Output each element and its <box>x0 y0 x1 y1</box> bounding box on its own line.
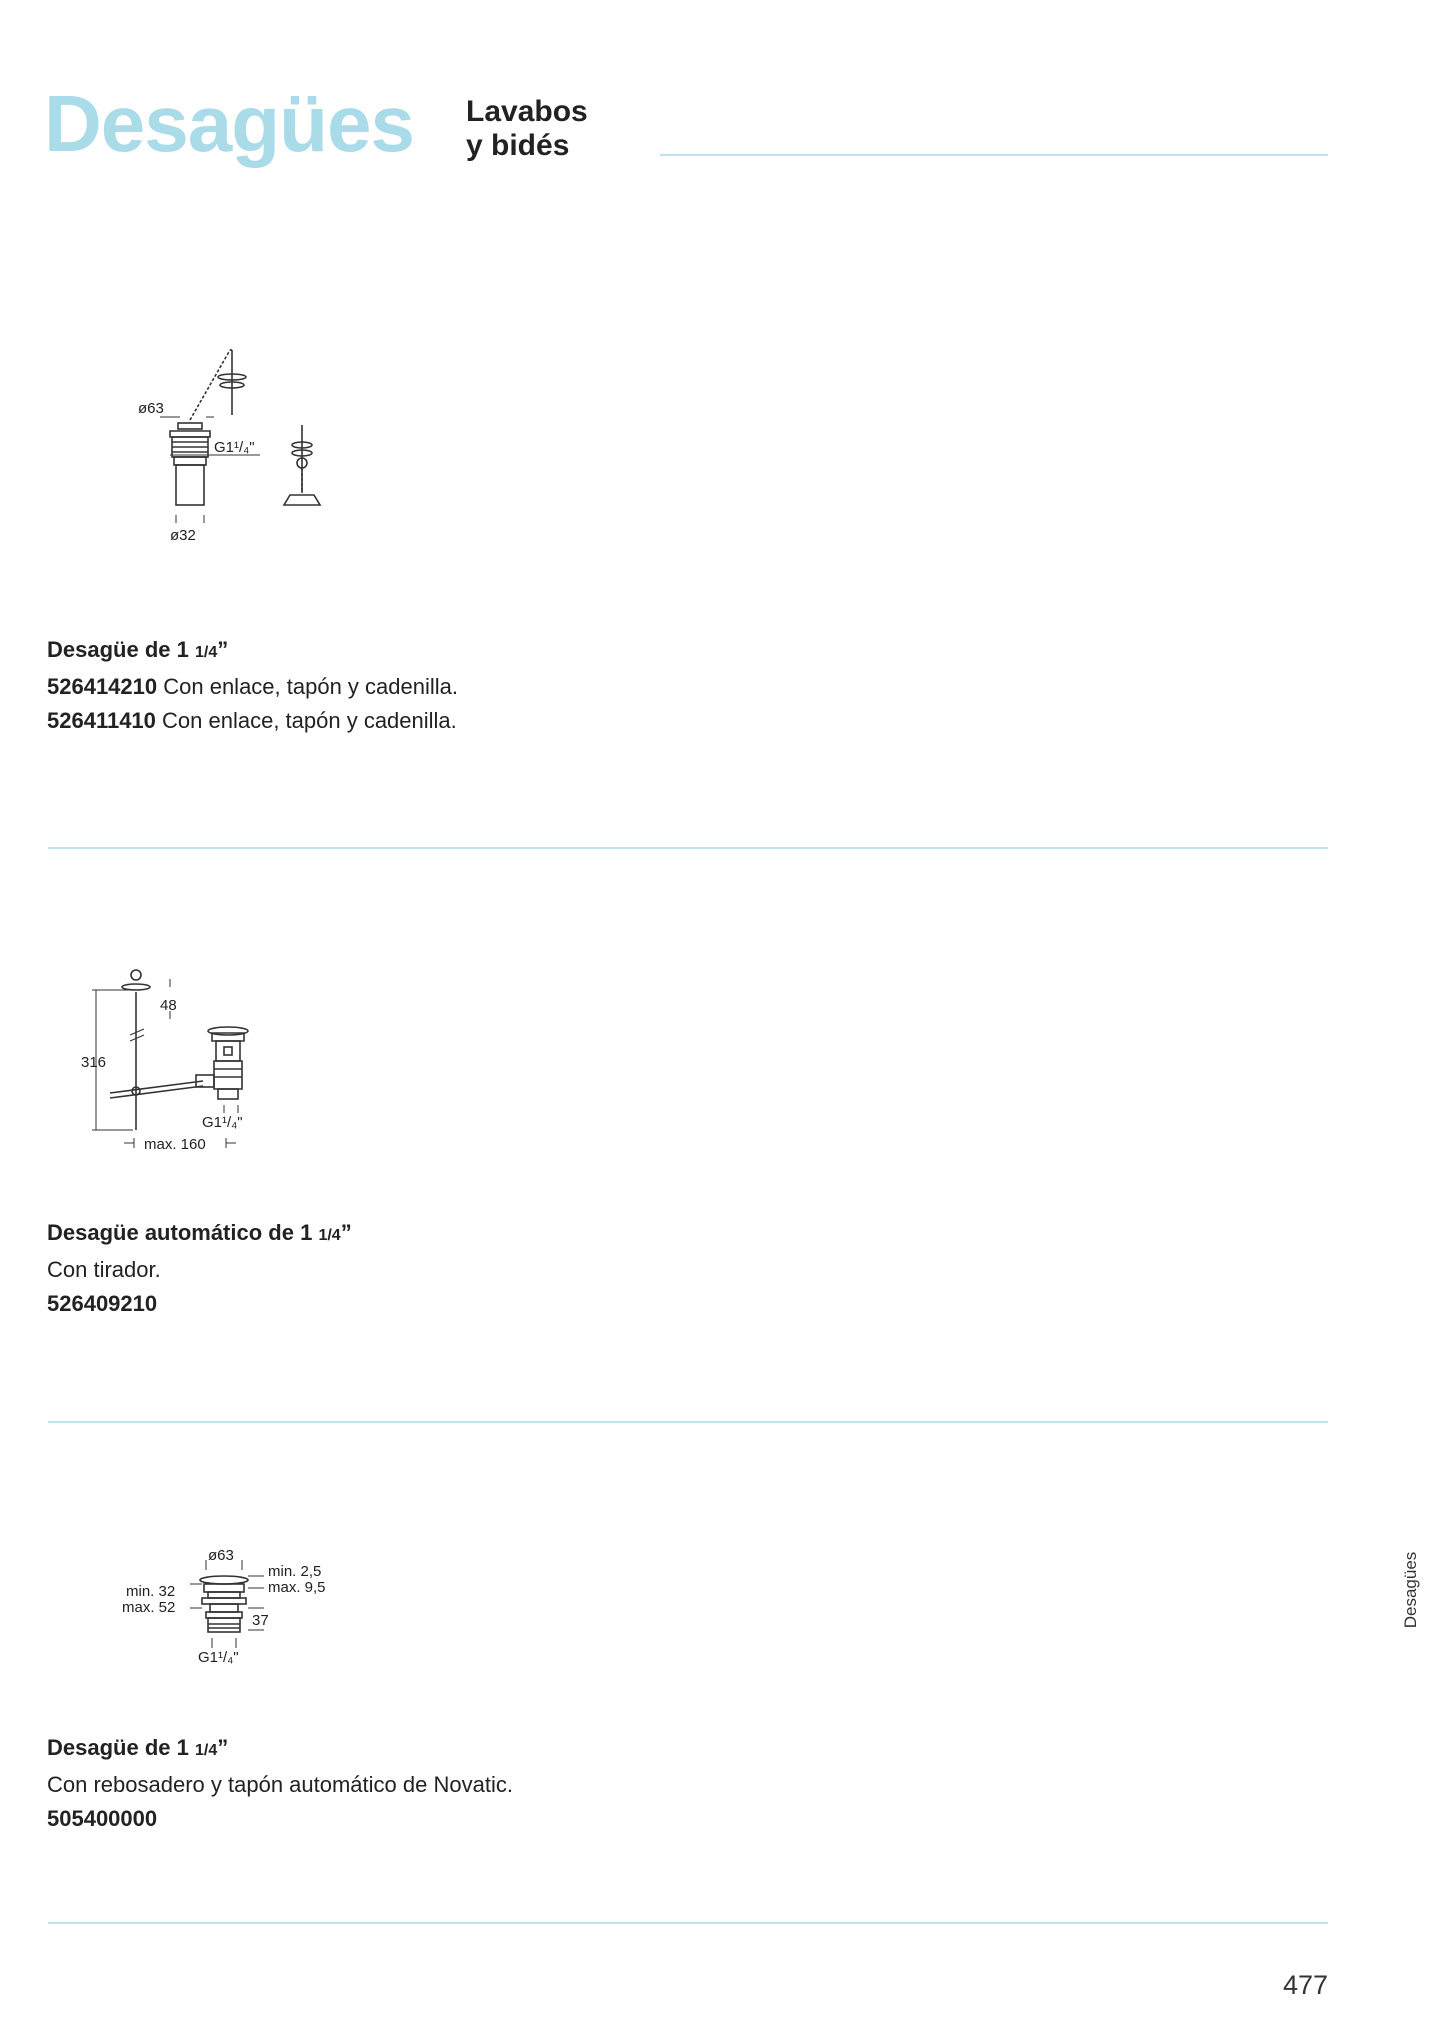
product-1-line-1: 526414210 Con enlace, tapón y cadenilla. <box>47 674 458 699</box>
subtitle-line-2: y bidés <box>466 129 570 162</box>
drawing-3-max-9-5: max. 9,5 <box>268 1579 326 1596</box>
side-tab-label: Desagües <box>1401 1551 1420 1629</box>
product-2-code: 526409210 <box>47 1291 158 1316</box>
drawing-3-max-52: max. 52 <box>122 1599 176 1616</box>
product-1-line-2: 526411410 Con enlace, tapón y cadenilla. <box>47 708 457 733</box>
drawing-2-dim-48: 48 <box>160 997 177 1014</box>
drawing-2-thread: G1¹/₄" <box>202 1114 243 1131</box>
side-section-tab <box>1396 1545 1426 1635</box>
product-3-code: 505400000 <box>47 1806 158 1831</box>
drawing-3-dim-37: 37 <box>252 1612 269 1629</box>
drain-drawing-2 <box>78 965 298 1165</box>
product-1-heading: Desagüe de 1 1/4” <box>47 637 229 662</box>
drain-drawing-1 <box>130 345 370 545</box>
product-3-description: Con rebosadero y tapón automático de Novatic. <box>47 1772 513 1797</box>
product-2-heading: Desagüe automático de 1 1/4” <box>47 1220 352 1245</box>
drawing-2-dim-316: 316 <box>81 1054 107 1071</box>
drawing-3-min-32: min. 32 <box>126 1583 176 1600</box>
product-3-info <box>47 1731 513 1836</box>
section-rule-3 <box>48 1922 1328 1924</box>
page-number: 477 <box>1282 1970 1328 2000</box>
drawing-1-diameter-bottom: ø32 <box>170 527 196 544</box>
section-subtitle <box>466 95 588 163</box>
drawing-3-min-2-5: min. 2,5 <box>268 1563 322 1580</box>
subtitle-line-1: Lavabos <box>466 95 588 128</box>
drawing-1-diameter-top: ø63 <box>138 400 164 417</box>
product-1-info <box>47 633 458 738</box>
product-2-info <box>47 1216 352 1321</box>
drain-drawing-3 <box>118 1540 358 1680</box>
drawing-1-thread: G1¹/₄" <box>214 439 255 456</box>
product-3-heading: Desagüe de 1 1/4” <box>47 1735 229 1760</box>
section-rule-1 <box>48 847 1328 849</box>
product-2-description: Con tirador. <box>47 1257 161 1282</box>
drawing-2-max-length: max. 160 <box>144 1136 206 1153</box>
drawing-3-diameter-top: ø63 <box>208 1547 234 1564</box>
page-title: Desagües <box>44 79 414 168</box>
header-rule <box>660 154 1328 156</box>
drawing-3-thread: G1¹/₄" <box>198 1649 239 1666</box>
section-rule-2 <box>48 1421 1328 1423</box>
